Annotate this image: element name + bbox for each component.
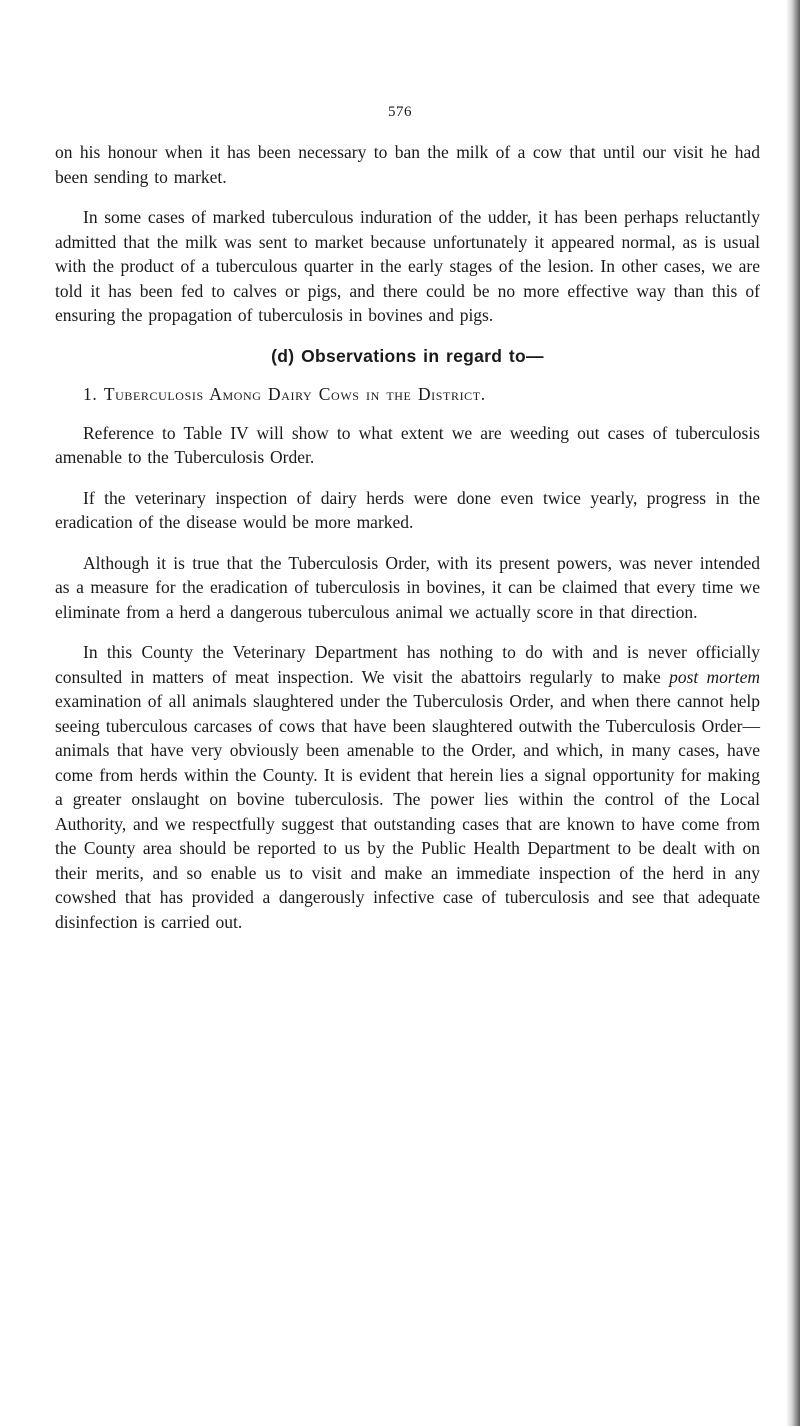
paragraph-tuberculosis-order: Although it is true that the Tuberculosis Order, with its present powers, was never intended as a measure for the eradication of tuberculosis in bovines, it can be claimed that every time we eliminate from a herd a dangerous tuberculous animal we actually score in that direction. bbox=[55, 552, 760, 622]
section-heading: (d) Observations in regard to— bbox=[271, 345, 544, 366]
page-edge-shadow bbox=[786, 0, 800, 1426]
paragraph-continued: on his honour when it has been necessary to ban the milk of a cow that until our visit he had been sending to market. bbox=[55, 142, 760, 187]
post-mortem-italic: post mortem bbox=[669, 666, 761, 687]
page-body bbox=[55, 140, 760, 950]
paragraph-udder-induration: In some cases of marked tuberculous induration of the udder, it has been perhaps reluctantly admitted that the milk was sent to market because unfortunately it appeared normal, as is usual with the product of a tuberculous quarter in the early stages of the lesion. In other cases, we are told it has been fed to calves or pigs, and there could be no more effective way than this of ensuring the propagation of tuberculosis in bovines and pigs. bbox=[55, 207, 760, 325]
subsection-heading bbox=[83, 382, 760, 407]
subsection-number: 1. bbox=[83, 384, 98, 404]
subsection-title: Tuberculosis Among Dairy Cows in the District. bbox=[103, 384, 486, 404]
page-number: 576 bbox=[388, 104, 412, 120]
paragraph-table-reference: Reference to Table IV will show to what extent we are weeding out cases of tuberculosis amenable to the Tuberculosis Order. bbox=[55, 422, 760, 467]
paragraph-meat-inspection-part1: In this County the Veterinary Department has nothing to do with and is never officially consulted in matters of meat inspection. We visit the abattoirs regularly to make bbox=[55, 642, 760, 687]
paragraph-meat-inspection bbox=[55, 640, 760, 934]
paragraph-meat-inspection-part2: examination of all animals slaughtered under the Tuberculosis Order, and when there cannot help seeing tuberculous carcases of cows that have been slaughtered outwith the Tuberculosis Order—animals that have very obviously been amenable to the Order, and which, in many cases, have come from herds within the County. It is evident that herein lies a signal opportunity for making a greater onslaught on bovine tuberculosis. The power lies within the control of the Local Authority, and we respectfully suggest that outstanding cases that are known to have come from the County area should be reported to us by the Public Health Department to be dealt with on their merits, and so enable us to visit and make an immediate inspection of the herd in any cowshed that has provided a dangerously infective case of tuberculosis and see that adequate disinfection is carried out. bbox=[55, 691, 760, 932]
paragraph-veterinary-inspection: If the veterinary inspection of dairy herds were done even twice yearly, progress in the eradication of the disease would be more marked. bbox=[55, 487, 760, 532]
